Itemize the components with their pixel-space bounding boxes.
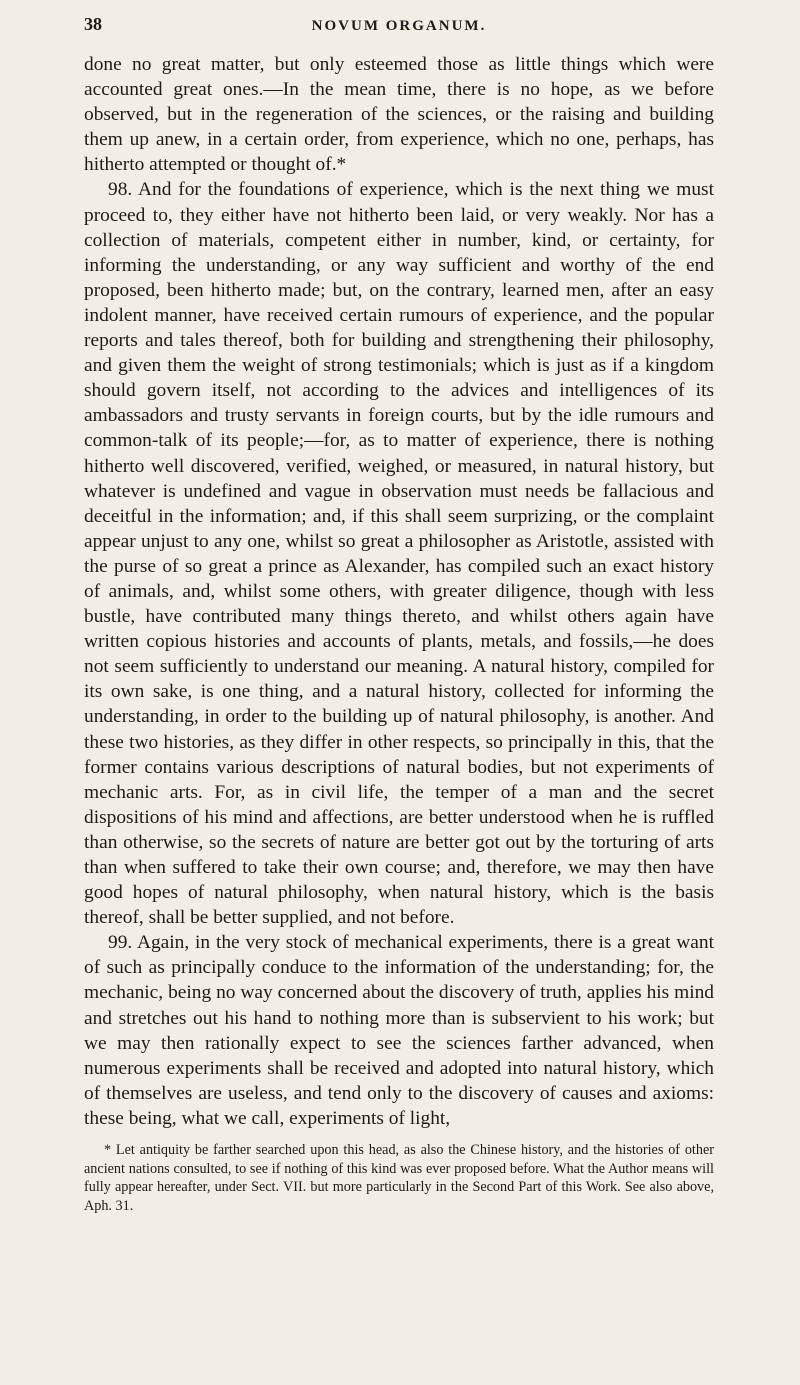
aphorism-99: 99. Again, in the very stock of mechanical experiments, there is a great want of such as principally conduce to the information of the understanding; for, the mechanic, being no way concerned about the discovery of truth, applies his mind and stretches out his hand to nothing more than is subservient to his work; but we may then rationally expect to see the sciences farther advanced, when numerous experiments shall be received and adopted into natural history, which of themselves are useless, and tend only to the discovery of causes and axioms: these being, what we call, experiments of light,	[84, 932, 714, 1129]
paragraph-continued: done no great matter, but only esteemed those as little things which were accounted great ones.—In the mean time, there is no hope, as we before observed, but in the regeneration of the sciences, or the raising and building them up anew, in a certain order, from experience, which no one, perhaps, has hitherto attempted or thought of.*	[84, 54, 714, 176]
page-header	[84, 14, 714, 48]
body-text	[84, 52, 714, 1131]
running-title: NOVUM ORGANUM.	[311, 18, 487, 34]
aphorism-98: 98. And for the foundations of experience, which is the next thing we must proceed to, they either have not hitherto been laid, or very weakly. Nor has a collection of materials, competent either in number, kind, or certainty, for informing the understanding, or any way sufficient and worthy of the end proposed, been hitherto made; but, on the contrary, learned men, after an easy indolent manner, have received certain rumours of experience, and the popular reports and tales thereof, both for building and strengthening their philosophy, and given them the weight of strong testimonials; which is just as if a kingdom should govern itself, not according to the advices and intelligences of its ambassadors and trusty servants in foreign courts, but by the idle rumours and common-talk of its people;—for, as to matter of experience, there is nothing hitherto well discovered, verified, weighed, or measured, in natural history, but whatever is undefined and vague in observation must needs be fallacious and deceitful in the information; and, if this shall seem surprizing, or the complaint appear unjust to any one, whilst so great a philosopher as Aristotle, assisted with the purse of so great a prince as Alexander, has compiled such an exact history of animals, and, whilst some others, with greater diligence, though with less bustle, have contributed many things thereto, and whilst others again have written copious histories and accounts of plants, metals, and fossils,—he does not seem sufficiently to understand our meaning. A natural history, compiled for its own sake, is one thing, and a natural history, collected for informing the understanding, in order to the building up of natural philosophy, is another. And these two histories, as they differ in other respects, so principally in this, that the former contains various descriptions of natural bodies, but not experiments of mechanic arts. For, as in civil life, the temper of a man and the secret dispositions of his mind and affections, are better understood when he is ruffled than otherwise, so the secrets of nature are better got out by the torturing of arts than when suffered to take their own course; and, therefore, we may then have good hopes of natural philosophy, when natural history, which is the basis thereof, shall be better supplied, and not before.	[84, 179, 714, 929]
footnote: * Let antiquity be farther searched upon this head, as also the Chinese history, and the histories of other ancient nations consulted, to see if nothing of this kind was ever proposed before. What the Author means will fully appear hereafter, under Sect. VII. but more particularly in the Second Part of this Work. See also above, Aph. 31.	[84, 1142, 714, 1214]
page-number: 38	[84, 14, 102, 34]
